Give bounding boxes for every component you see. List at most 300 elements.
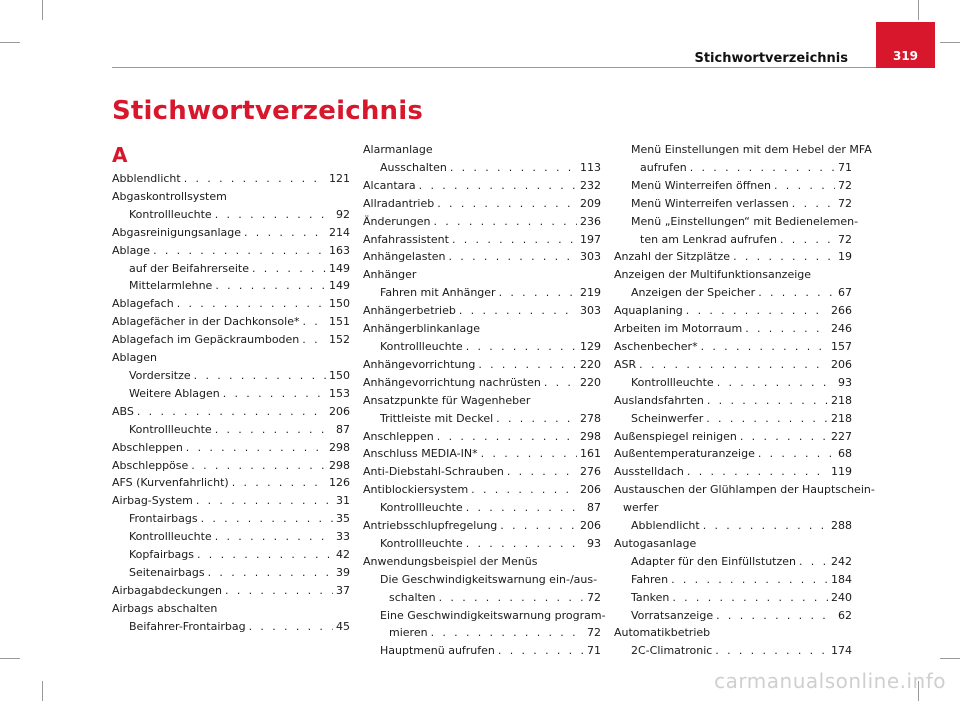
index-entry: [112, 618, 350, 636]
index-term: Menü „Einstellungen“ mit Bedienelemen-: [631, 214, 859, 228]
index-entry: [112, 510, 350, 528]
crop-mark: [940, 42, 960, 43]
index-page-number: 220: [580, 357, 601, 371]
index-page-number: 92: [336, 207, 350, 221]
dot-leader: [437, 195, 577, 213]
index-page-number: 288: [831, 519, 852, 533]
index-subterm: Kontrollleuchte: [380, 339, 463, 353]
index-column-3: [614, 141, 875, 660]
index-entry: [363, 607, 606, 643]
index-term: Anschluss MEDIA-IN*: [363, 447, 478, 461]
index-letter: A: [112, 143, 128, 167]
index-term: Allradantrieb: [363, 196, 435, 210]
dot-leader: [201, 510, 333, 528]
index-entry: [614, 284, 852, 302]
index-entry: [112, 188, 350, 206]
dot-leader: [197, 546, 333, 564]
index-term: Aquaplaning: [614, 304, 683, 318]
dot-leader: [177, 295, 326, 313]
dot-leader: [481, 445, 577, 463]
index-term-continuation: schalten: [389, 590, 436, 604]
index-term: Abgaskontrollsystem: [112, 189, 227, 203]
index-term: Automatikbetrieb: [614, 626, 711, 640]
index-entry: [112, 564, 350, 582]
index-page-number: 150: [329, 297, 350, 311]
index-entry: [363, 302, 601, 320]
dot-leader: [780, 231, 835, 249]
index-entry: [614, 338, 852, 356]
index-entry: [112, 492, 350, 510]
index-column-1: [112, 170, 350, 636]
index-entry: [363, 213, 601, 231]
dot-leader: [252, 260, 326, 278]
index-term: Außentemperaturanzeige: [614, 447, 755, 461]
index-entry: [363, 374, 601, 392]
index-entry: [363, 231, 601, 249]
index-subterm: Ausschalten: [380, 160, 447, 174]
index-term: Änderungen: [363, 214, 431, 228]
index-page-number: 67: [838, 286, 852, 300]
dot-leader: [184, 170, 326, 188]
index-page-number: 298: [329, 458, 350, 472]
index-entry: [614, 535, 852, 553]
index-term: Anhängerbetrieb: [363, 304, 456, 318]
index-term: Ablagefach im Gepäckraumboden: [112, 333, 300, 347]
index-term: Die Geschwindigkeitswarnung ein-/aus-: [380, 572, 598, 586]
dot-leader: [223, 385, 326, 403]
dot-leader: [208, 564, 333, 582]
index-page-number: 45: [336, 619, 350, 633]
index-page-number: 72: [838, 178, 852, 192]
dot-leader: [302, 313, 326, 331]
dot-leader: [701, 338, 828, 356]
index-subterm: Kontrollleuchte: [631, 375, 714, 389]
index-term-continuation: aufrufen: [640, 160, 687, 174]
index-entry: [614, 374, 852, 392]
index-page-number: 246: [831, 322, 852, 336]
index-entry: [614, 571, 852, 589]
index-entry: [112, 582, 350, 600]
index-term: Alcantara: [363, 178, 416, 192]
dot-leader: [799, 553, 828, 571]
index-page-number: 151: [329, 315, 350, 329]
index-entry: [363, 463, 601, 481]
index-subterm: Kontrollleuchte: [129, 422, 212, 436]
index-page-number: 218: [831, 393, 852, 407]
index-subterm: Vordersitze: [129, 368, 191, 382]
index-term-continuation: ten am Lenkrad aufrufen: [640, 232, 777, 246]
index-entry: [112, 367, 350, 385]
index-subterm: auf der Beifahrerseite: [129, 261, 250, 275]
index-page-number: 33: [336, 530, 350, 544]
index-entry: [112, 457, 350, 475]
dot-leader: [707, 392, 828, 410]
dot-leader: [186, 439, 326, 457]
index-term: Abschleppöse: [112, 458, 189, 472]
crop-mark: [0, 658, 20, 659]
index-page-number: 119: [831, 465, 852, 479]
index-entry: [363, 642, 601, 660]
index-subterm: Trittleiste mit Deckel: [380, 411, 494, 425]
dot-leader: [194, 367, 326, 385]
index-subterm: Kontrollleuchte: [380, 501, 463, 515]
dot-leader: [717, 374, 835, 392]
index-page-number: 68: [838, 447, 852, 461]
index-page-number: 227: [831, 429, 852, 443]
index-page-number: 149: [329, 261, 350, 275]
crop-mark: [42, 0, 43, 20]
dot-leader: [191, 457, 326, 475]
index-page-number: 220: [580, 375, 601, 389]
dot-leader: [196, 492, 333, 510]
index-subterm: Tanken: [631, 590, 670, 604]
index-subterm: Mittelarmlehne: [129, 279, 213, 293]
dot-leader: [715, 642, 828, 660]
index-entry: [363, 535, 601, 553]
index-term: Anzahl der Sitzplätze: [614, 250, 731, 264]
dot-leader: [466, 535, 584, 553]
index-entry: [112, 528, 350, 546]
dot-leader: [758, 445, 835, 463]
index-page-number: 298: [329, 440, 350, 454]
index-entry: [614, 589, 852, 607]
index-term: Ausstelldach: [614, 465, 684, 479]
index-entry: [614, 445, 852, 463]
index-term: Anhängevorrichtung: [363, 357, 476, 371]
index-page-number: 87: [587, 501, 601, 515]
index-subterm: Seitenairbags: [129, 565, 205, 579]
dot-leader: [459, 302, 577, 320]
index-page-number: 240: [831, 590, 852, 604]
index-term: Ablage: [112, 243, 151, 257]
index-page-number: 218: [831, 411, 852, 425]
index-term: Auslandsfahrten: [614, 393, 704, 407]
index-entry: [614, 356, 852, 374]
index-page-number: 152: [329, 333, 350, 347]
dot-leader: [215, 277, 326, 295]
index-subterm: Weitere Ablagen: [129, 386, 220, 400]
index-entry: [363, 553, 601, 571]
index-entry: [363, 428, 601, 446]
dot-leader: [544, 374, 577, 392]
index-term: Alarmanlage: [363, 143, 433, 156]
dot-leader: [215, 421, 333, 439]
dot-leader: [687, 463, 828, 481]
index-subterm: Menü Winterreifen öffnen: [631, 178, 772, 192]
index-term: Anwendungsbeispiel der Menüs: [363, 554, 538, 568]
index-subterm: Vorratsanzeige: [631, 608, 714, 622]
index-term: Aschenbecher*: [614, 339, 698, 353]
index-term: Ablagefächer in der Dachkonsole*: [112, 315, 300, 329]
dot-leader: [706, 410, 828, 428]
index-term: Airbagabdeckungen: [112, 583, 223, 597]
dot-leader: [215, 528, 333, 546]
index-entry: [614, 302, 852, 320]
index-term: Austauschen der Glühlampen der Hauptschein-: [614, 483, 875, 497]
dot-leader: [431, 624, 584, 642]
index-entry: [112, 349, 350, 367]
dot-leader: [452, 231, 577, 249]
index-term: Airbag-System: [112, 494, 193, 508]
dot-leader: [449, 248, 577, 266]
index-entry: [112, 421, 350, 439]
index-subterm: Menü Winterreifen verlassen: [631, 196, 789, 210]
index-page-number: 266: [831, 304, 852, 318]
index-page-number: 71: [838, 160, 852, 174]
index-entry: [112, 313, 350, 331]
index-page-number: 278: [580, 411, 601, 425]
index-term: Arbeiten im Motorraum: [614, 322, 743, 336]
dot-leader: [792, 195, 835, 213]
index-entry: [112, 260, 350, 278]
dot-leader: [733, 248, 835, 266]
index-page-number: 163: [329, 243, 350, 257]
dot-leader: [471, 481, 577, 499]
index-entry: [363, 571, 601, 607]
index-term: Airbags abschalten: [112, 601, 218, 615]
dot-leader: [450, 159, 577, 177]
crop-mark: [0, 42, 20, 43]
index-entry: [614, 517, 852, 535]
index-term: Abschleppen: [112, 440, 183, 454]
dot-leader: [507, 463, 577, 481]
index-page-number: 209: [580, 196, 601, 210]
index-subterm: Beifahrer-Frontairbag: [129, 619, 246, 633]
index-entry: [614, 428, 852, 446]
index-page-number: 31: [336, 494, 350, 508]
index-page-number: 71: [587, 644, 601, 658]
index-entry: [614, 553, 852, 571]
index-page-number: 206: [329, 404, 350, 418]
dot-leader: [758, 284, 835, 302]
index-page-number: 298: [580, 429, 601, 443]
dot-leader: [498, 642, 584, 660]
crop-mark: [918, 0, 919, 20]
index-page-number: 219: [580, 286, 601, 300]
index-entry: [112, 277, 350, 295]
index-entry: [614, 177, 852, 195]
index-entry: [614, 213, 859, 249]
dot-leader: [716, 607, 835, 625]
index-entry: [363, 266, 601, 284]
index-term: Menü Einstellungen mit dem Hebel der MFA: [631, 143, 872, 156]
index-page-number: 113: [580, 160, 601, 174]
index-page-number: 232: [580, 178, 601, 192]
index-entry: [614, 463, 852, 481]
dot-leader: [703, 517, 828, 535]
index-entry: [363, 284, 601, 302]
dot-leader: [639, 356, 828, 374]
index-page-number: 37: [336, 583, 350, 597]
index-term-continuation: werfer: [623, 501, 659, 515]
index-entry: [614, 607, 852, 625]
index-entry: [614, 392, 852, 410]
index-entry: [112, 295, 350, 313]
index-page-number: 206: [831, 357, 852, 371]
index-entry: [363, 392, 601, 410]
index-entry: [614, 195, 852, 213]
dot-leader: [439, 589, 584, 607]
index-term: Antriebsschlupfregelung: [363, 519, 498, 533]
index-term-continuation: mieren: [389, 626, 428, 640]
index-term: Anhängelasten: [363, 250, 446, 264]
index-subterm: Fahren mit Anhänger: [380, 286, 496, 300]
index-page-number: 35: [336, 512, 350, 526]
index-page-number: 72: [587, 626, 601, 640]
dot-leader: [302, 331, 326, 349]
index-entry: [112, 474, 350, 492]
index-page-number: 242: [831, 554, 852, 568]
index-page-number: 72: [587, 590, 601, 604]
running-header: Stichwortverzeichnis: [694, 51, 848, 66]
index-entry: [363, 499, 601, 517]
crop-mark: [42, 681, 43, 701]
index-page-number: 149: [329, 279, 350, 293]
index-term: Abgasreinigungsanlage: [112, 225, 241, 239]
index-entry: [112, 224, 350, 242]
index-entry: [112, 331, 350, 349]
index-page-number: 93: [587, 536, 601, 550]
index-subterm: Hauptmenü aufrufen: [380, 644, 495, 658]
index-subterm: Fahren: [631, 572, 669, 586]
index-entry: [614, 642, 852, 660]
index-entry: [112, 546, 350, 564]
index-term: Antiblockiersystem: [363, 483, 469, 497]
index-entry: [363, 177, 601, 195]
index-page-number: 39: [336, 565, 350, 579]
index-entry: [363, 320, 601, 338]
index-entry: [363, 410, 601, 428]
dot-leader: [249, 618, 333, 636]
index-entry: [363, 517, 601, 535]
dot-leader: [437, 428, 577, 446]
index-entry: [112, 600, 350, 618]
index-page-number: 150: [329, 368, 350, 382]
index-subterm: Frontairbags: [129, 512, 198, 526]
index-page-number: 121: [329, 172, 350, 185]
dot-leader: [215, 206, 333, 224]
dot-leader: [496, 410, 577, 428]
index-page-number: 72: [838, 196, 852, 210]
dot-leader: [153, 242, 326, 260]
dot-leader: [774, 177, 835, 195]
index-subterm: Kontrollleuchte: [380, 536, 463, 550]
index-page-number: 19: [838, 250, 852, 264]
index-term: Anfahrassistent: [363, 232, 449, 246]
index-page-number: 126: [329, 476, 350, 490]
dot-leader: [419, 177, 577, 195]
index-term: Ablagen: [112, 351, 158, 365]
index-term: Eine Geschwindigkeitswarnung program-: [380, 608, 606, 622]
dot-leader: [244, 224, 326, 242]
index-page-number: 161: [580, 447, 601, 461]
dot-leader: [466, 338, 577, 356]
index-entry: [112, 170, 350, 188]
index-term: ABS: [112, 404, 134, 418]
index-term: Anzeigen der Multifunktionsanzeige: [614, 268, 812, 282]
crop-mark: [940, 658, 960, 659]
dot-leader: [466, 499, 584, 517]
index-page-number: 184: [831, 572, 852, 586]
index-term: Außenspiegel reinigen: [614, 429, 737, 443]
index-page-number: 62: [838, 608, 852, 622]
index-entry: [614, 320, 852, 338]
index-page-number: 303: [580, 304, 601, 318]
watermark: carmanualsonline.info: [714, 669, 946, 693]
index-entry: [112, 385, 350, 403]
index-subterm: Scheinwerfer: [631, 411, 704, 425]
index-entry: [363, 445, 601, 463]
index-term: AFS (Kurvenfahrlicht): [112, 476, 229, 490]
index-term: ASR: [614, 357, 637, 371]
index-entry: [112, 242, 350, 260]
index-term: Ansatzpunkte für Wagenheber: [363, 393, 531, 407]
dot-leader: [478, 356, 577, 374]
index-entry: [363, 481, 601, 499]
index-page-number: 236: [580, 214, 601, 228]
index-term: Ablagefach: [112, 297, 174, 311]
index-column-2: [363, 141, 606, 660]
index-entry: [614, 248, 852, 266]
index-page-number: 303: [580, 250, 601, 264]
dot-leader: [745, 320, 828, 338]
index-term: Autogasanlage: [614, 536, 697, 550]
index-entry: [363, 141, 601, 159]
index-page-number: 206: [580, 483, 601, 497]
index-page-number: 197: [580, 232, 601, 246]
index-subterm: Kontrollleuchte: [129, 207, 212, 221]
dot-leader: [137, 403, 326, 421]
dot-leader: [500, 517, 577, 535]
index-page-number: 93: [838, 375, 852, 389]
index-page-number: 42: [336, 548, 350, 562]
index-page-number: 87: [336, 422, 350, 436]
index-term: Anschleppen: [363, 429, 434, 443]
index-entry: [614, 141, 872, 177]
index-page-number: 276: [580, 465, 601, 479]
page-title: Stichwortverzeichnis: [112, 96, 424, 126]
dot-leader: [225, 582, 333, 600]
index-subterm: Abblendlicht: [631, 519, 700, 533]
index-page-number: 174: [831, 644, 852, 658]
index-term: Anhängerblinkanlage: [363, 322, 480, 336]
index-page-number: 153: [329, 386, 350, 400]
dot-leader: [690, 159, 835, 177]
index-term: Anhänger: [363, 268, 417, 282]
index-page-number: 214: [329, 225, 350, 239]
dot-leader: [686, 302, 828, 320]
index-term: Anti-Diebstahl-Schrauben: [363, 465, 504, 479]
index-entry: [363, 248, 601, 266]
index-entry: [614, 481, 875, 517]
dot-leader: [499, 284, 577, 302]
index-entry: [363, 356, 601, 374]
dot-leader: [232, 474, 326, 492]
index-term: Abblendlicht: [112, 172, 181, 185]
index-entry: [112, 206, 350, 224]
index-entry: [112, 439, 350, 457]
index-page-number: 206: [580, 519, 601, 533]
dot-leader: [672, 589, 828, 607]
dot-leader: [671, 571, 828, 589]
dot-leader: [740, 428, 828, 446]
index-page-number: 129: [580, 339, 601, 353]
index-subterm: Anzeigen der Speicher: [631, 286, 756, 300]
index-entry: [614, 624, 852, 642]
dot-leader: [433, 213, 577, 231]
index-subterm: Kontrollleuchte: [129, 530, 212, 544]
index-entry: [614, 266, 852, 284]
